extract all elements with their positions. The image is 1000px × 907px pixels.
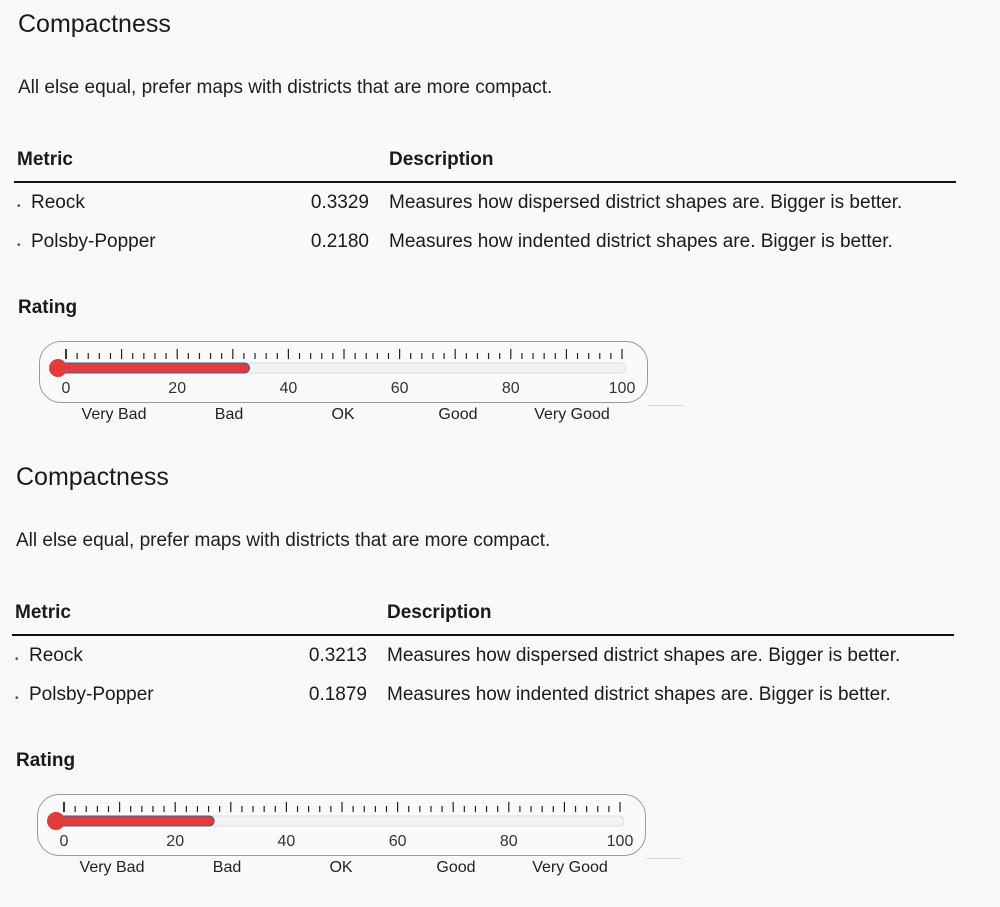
bullet-icon: • xyxy=(17,240,21,251)
metric-description: Measures how dispersed district shapes are. Bigger is better. xyxy=(389,192,903,213)
gauge-tick-label: 60 xyxy=(388,833,407,850)
metric-description: Measures how indented district shapes are. Bigger is better. xyxy=(389,231,893,252)
section-title: Compactness xyxy=(18,10,171,38)
rating-category-label: OK xyxy=(329,859,353,876)
gauge-shadow xyxy=(648,405,684,406)
metric-name: Polsby-Popper xyxy=(29,684,154,705)
section-description: All else equal, prefer maps with districts that are more compact. xyxy=(16,530,551,551)
rating-category-label: OK xyxy=(331,406,355,423)
rating-category-label: Very Good xyxy=(532,859,608,876)
gauge-shadow xyxy=(646,858,682,859)
gauge-tick-label: 40 xyxy=(279,380,298,397)
gauge-tick-labels xyxy=(38,795,647,857)
compactness-section-2 xyxy=(0,453,998,907)
bullet-icon: • xyxy=(15,654,19,665)
gauge-tick-label: 20 xyxy=(168,380,187,397)
bullet-icon: • xyxy=(17,201,21,212)
metric-description: Measures how dispersed district shapes are. Bigger is better. xyxy=(387,645,901,666)
column-header-metric: Metric xyxy=(15,602,71,623)
rating-gauge xyxy=(37,794,646,856)
gauge-tick-label: 60 xyxy=(390,380,409,397)
metric-value: 0.1879 xyxy=(308,684,367,705)
metric-value: 0.2180 xyxy=(310,231,369,252)
header-divider xyxy=(12,634,954,636)
gauge-tick-label: 80 xyxy=(499,833,518,850)
gauge-tick-label: 40 xyxy=(277,833,296,850)
table-row xyxy=(0,645,998,673)
metric-description: Measures how indented district shapes are. Bigger is better. xyxy=(387,684,891,705)
metric-name: Reock xyxy=(31,192,85,213)
gauge-tick-label: 100 xyxy=(606,833,634,850)
rating-label: Rating xyxy=(16,750,76,771)
column-header-metric: Metric xyxy=(17,149,73,170)
metric-value: 0.3329 xyxy=(310,192,369,213)
rating-category-label: Bad xyxy=(212,859,242,876)
bullet-icon: • xyxy=(15,693,19,704)
section-description: All else equal, prefer maps with districts that are more compact. xyxy=(18,77,553,98)
header-divider xyxy=(14,181,956,183)
section-title: Compactness xyxy=(16,463,169,491)
metric-name: Reock xyxy=(29,645,83,666)
rating-category-label: Very Good xyxy=(534,406,610,423)
metric-value: 0.3213 xyxy=(308,645,367,666)
gauge-tick-labels xyxy=(40,342,649,404)
rating-category-label: Very Bad xyxy=(79,859,145,876)
rating-label: Rating xyxy=(18,297,78,318)
column-header-description: Description xyxy=(387,602,492,623)
table-row xyxy=(0,684,998,712)
gauge-tick-label: 80 xyxy=(501,380,520,397)
gauge-tick-label: 0 xyxy=(61,380,71,397)
column-header-description: Description xyxy=(389,149,494,170)
table-row xyxy=(0,231,1000,259)
rating-category-label: Good xyxy=(436,859,476,876)
metric-name: Polsby-Popper xyxy=(31,231,156,252)
rating-category-label: Good xyxy=(438,406,478,423)
gauge-tick-label: 20 xyxy=(166,833,185,850)
gauge-tick-label: 0 xyxy=(59,833,69,850)
gauge-tick-label: 100 xyxy=(608,380,636,397)
rating-gauge xyxy=(39,341,648,403)
rating-category-label: Very Bad xyxy=(81,406,147,423)
table-row xyxy=(0,192,1000,220)
rating-category-label: Bad xyxy=(214,406,244,423)
